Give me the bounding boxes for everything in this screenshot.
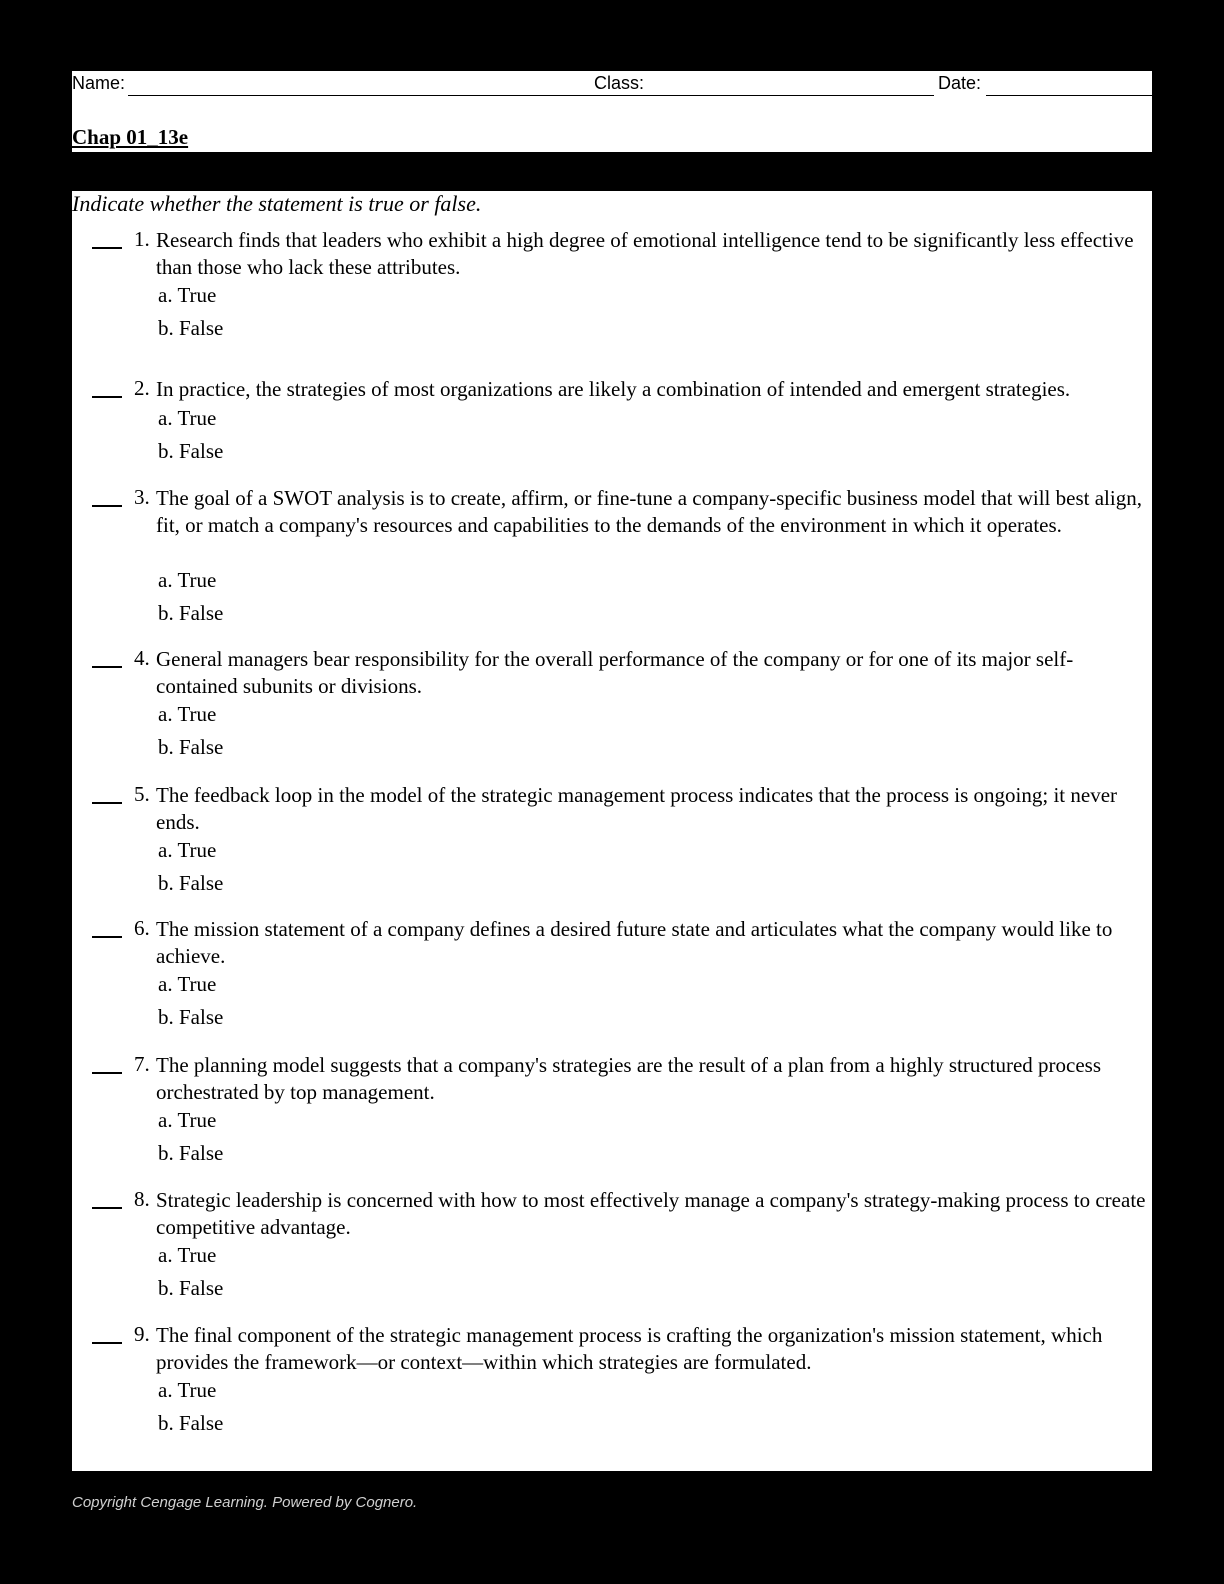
question-text: Strategic leadership is concerned with how to most effectively manage a company's strategy-making process to create competitive advantage.	[156, 1188, 1146, 1239]
question-number: 7.	[134, 1052, 150, 1076]
question-text: The mission statement of a company defines a desired future state and articulates what the company would like to achieve.	[156, 917, 1113, 968]
option-true[interactable]: a. True	[158, 702, 217, 726]
question-text: In practice, the strategies of most organizations are likely a combination of intended and emergent strategies.	[156, 377, 1071, 401]
answer-blank[interactable]	[92, 1072, 122, 1074]
question-number: 8.	[134, 1187, 150, 1211]
name-label: Name:	[72, 73, 126, 93]
option-true[interactable]: a. True	[158, 838, 217, 862]
answer-blank[interactable]	[92, 505, 122, 507]
question-text: Research finds that leaders who exhibit a high degree of emotional intelligence tend to be significantly less effective than those who lack these attributes.	[156, 228, 1134, 279]
option-false[interactable]: b. False	[158, 735, 224, 759]
date-field[interactable]	[986, 95, 1152, 96]
question-text: General managers bear responsibility for the overall performance of the company or for one of its major self-contained subunits or divisions.	[156, 647, 1074, 698]
option-true[interactable]: a. True	[158, 283, 217, 307]
option-false[interactable]: b. False	[158, 871, 224, 895]
answer-blank[interactable]	[92, 936, 122, 938]
option-false[interactable]: b. False	[158, 1005, 224, 1029]
instructions: Indicate whether the statement is true or false.	[72, 191, 482, 216]
question-number: 6.	[134, 916, 150, 940]
question-number: 2.	[134, 376, 150, 400]
option-true[interactable]: a. True	[158, 568, 217, 592]
answer-blank[interactable]	[92, 802, 122, 804]
class-field[interactable]	[650, 95, 934, 96]
answer-blank[interactable]	[92, 1342, 122, 1344]
answer-blank[interactable]	[92, 247, 122, 249]
question-section	[72, 191, 1152, 1471]
option-true[interactable]: a. True	[158, 1108, 217, 1132]
question-text: The final component of the strategic management process is crafting the organization's mission statement, which provides the framework—or context—within which strategies are formulated.	[156, 1323, 1103, 1374]
option-true[interactable]: a. True	[158, 1243, 217, 1267]
option-false[interactable]: b. False	[158, 601, 224, 625]
option-false[interactable]: b. False	[158, 1141, 224, 1165]
question-text: The goal of a SWOT analysis is to create, affirm, or fine-tune a company-specific business model that will best align, fit, or match a company's resources and capabilities to the demands of the environment in which it operates.	[156, 486, 1142, 537]
answer-blank[interactable]	[92, 1207, 122, 1209]
question-number: 9.	[134, 1322, 150, 1346]
chapter-title: Chap 01_13e	[72, 125, 189, 149]
header-box	[72, 71, 1152, 152]
name-field[interactable]	[128, 95, 661, 96]
student-info-row	[72, 71, 1152, 99]
answer-blank[interactable]	[92, 666, 122, 668]
option-true[interactable]: a. True	[158, 1378, 217, 1402]
class-label: Class:	[594, 73, 645, 93]
question-text: The planning model suggests that a company's strategies are the result of a plan from a highly structured process orchestrated by top management.	[156, 1053, 1102, 1104]
question-text: The feedback loop in the model of the strategic management process indicates that the process is ongoing; it never ends.	[156, 783, 1118, 834]
copyright-footer: Copyright Cengage Learning. Powered by Cognero.	[72, 1494, 418, 1511]
option-true[interactable]: a. True	[158, 406, 217, 430]
option-false[interactable]: b. False	[158, 316, 224, 340]
question-number: 3.	[134, 485, 150, 509]
answer-blank[interactable]	[92, 396, 122, 398]
option-false[interactable]: b. False	[158, 1411, 224, 1435]
question-number: 5.	[134, 782, 150, 806]
question-number: 4.	[134, 646, 150, 670]
option-true[interactable]: a. True	[158, 972, 217, 996]
question-number: 1.	[134, 227, 150, 251]
option-false[interactable]: b. False	[158, 439, 224, 463]
option-false[interactable]: b. False	[158, 1276, 224, 1300]
date-label: Date:	[938, 73, 982, 93]
